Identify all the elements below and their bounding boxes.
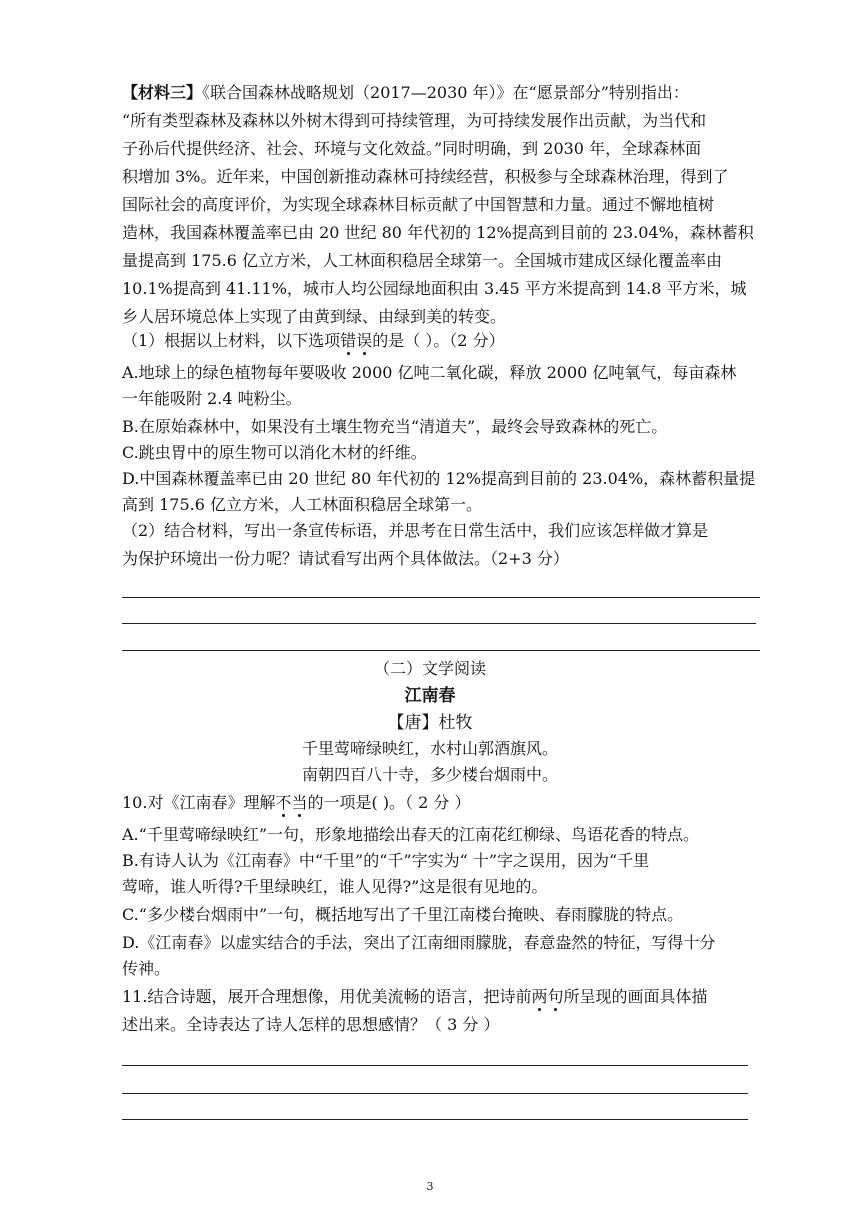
q10-option-a: A.“千里莺啼绿映红”一句，形象地描绘出春天的江南花红柳绿、鸟语花香的特点。 xyxy=(122,825,700,844)
q1-emphasis-char-1: 错 xyxy=(340,331,357,350)
q10-option-c: C.“多少楼台烟雨中”一句，概括地写出了千里江南楼台掩映、春雨朦胧的特点。 xyxy=(122,905,684,924)
q11-answer-line-2[interactable] xyxy=(122,1093,748,1094)
q11-stem-line-1 xyxy=(122,986,708,1008)
poem-verse-2: 南朝四百八十寺，多少楼台烟雨中。 xyxy=(301,765,558,784)
section-heading: （二）文学阅读 xyxy=(373,659,486,678)
material3-line-2: “所有类型森林及森林以外树木得到可持续管理，为可持续发展作出贡献，为当代和 xyxy=(122,111,707,130)
q1-option-c: C.跳虫胃中的原生物可以消化木材的纤维。 xyxy=(122,443,427,462)
page-number: 3 xyxy=(426,1180,434,1193)
material3-line-7: 量提高到 175.6 亿立方米，人工林面积稳居全球第一。全国城市建成区绿化覆盖率由 xyxy=(122,251,722,270)
q1-stem-part-a: （1）根据以上材料，以下选项 xyxy=(122,331,341,350)
q1-option-d-line-2: 高到 175.6 亿立方米，人工林面积稳居全球第一。 xyxy=(122,495,482,514)
q10-stem-part-a: 10.对《江南春》理解 xyxy=(122,793,276,812)
q10-option-b-line-1: B.有诗人认为《江南春》中“千里”的“千”字实为“ 十”字之误用，因为“千里 xyxy=(122,851,650,870)
material3-line-1-text: 《联合国森林战略规划（2017—2030 年）》在“愿景部分”特别指出： xyxy=(202,83,689,102)
q10-emphasis-char-1: 不 xyxy=(275,793,292,812)
material3-line-5: 国际社会的高度评价，为实现全球森林目标贡献了中国智慧和力量。通过不懈地植树 xyxy=(122,195,715,214)
q10-emphasis-char-2: 当 xyxy=(291,793,308,812)
q1-stem-part-b: 的是（ ）。（2 分） xyxy=(372,331,505,350)
q11-stem-part-a: 11.结合诗题，展开合理想像，用优美流畅的语言，把诗前 xyxy=(122,987,532,1006)
q2-answer-line-1[interactable] xyxy=(122,597,760,598)
q1-option-a-line-1: A.地球上的绿色植物每年要吸收 2000 亿吨二氧化碳，释放 2000 亿吨氧气，每亩森林 xyxy=(122,363,737,382)
q2-stem-line-2: 为保护环境出一份力呢？请试看写出两个具体做法。（2+3 分） xyxy=(122,549,569,568)
q10-stem-part-b: 的一项是( )。（ 2 分 ） xyxy=(307,793,471,812)
poem-title: 江南春 xyxy=(404,686,456,706)
q11-stem-part-b: 所呈现的画面具体描 xyxy=(563,987,708,1006)
q10-option-b-line-2: 莺啼，谁人听得?千里绿映红，谁人见得?”这是很有见地的。 xyxy=(122,877,548,896)
q1-stem xyxy=(122,330,505,352)
q10-stem xyxy=(122,792,471,814)
material3-line-6: 造林，我国森林覆盖率已由 20 世纪 80 年代初的 12%提高到目前的 23.04%，森林蓄积 xyxy=(122,223,754,242)
q11-answer-line-3[interactable] xyxy=(122,1119,748,1120)
q2-answer-line-2[interactable] xyxy=(122,623,756,624)
poem-verse-1: 千里莺啼绿映红，水村山郭酒旗风。 xyxy=(301,739,558,758)
material3-label: 【材料三】 xyxy=(122,83,203,102)
material3-line-1 xyxy=(122,82,689,104)
material3-line-9: 乡人居环境总体上实现了由黄到绿、由绿到美的转变。 xyxy=(122,307,507,326)
q11-emphasis-char-1: 两 xyxy=(531,987,548,1006)
q2-stem-line-1: （2）结合材料，写出一条宣传标语，并思考在日常生活中，我们应该怎样做才算是 xyxy=(122,521,709,540)
material3-line-4: 积增加 3%。近年来，中国创新推动森林可持续经营，积极参与全球森林治理，得到了 xyxy=(122,167,729,186)
q1-option-b: B.在原始森林中，如果没有土壤生物充当“清道夫”，最终会导致森林的死亡。 xyxy=(122,417,668,436)
q10-option-d-line-2: 传神。 xyxy=(122,959,171,978)
q2-answer-line-3[interactable] xyxy=(122,650,760,651)
q11-answer-line-1[interactable] xyxy=(122,1065,748,1066)
q11-emphasis-char-2: 句 xyxy=(547,987,564,1006)
poem-author: 【唐】杜牧 xyxy=(387,713,473,733)
material3-line-8: 10.1%提高到 41.11%，城市人均公园绿地面积由 3.45 平方米提高到 14.8 平方米，城 xyxy=(122,279,747,298)
q10-option-d-line-1: D.《江南春》以虚实结合的手法，突出了江南细雨朦胧，春意盎然的特征，写得十分 xyxy=(122,933,716,952)
material3-line-3: 子孙后代提供经济、社会、环境与文化效益。”同时明确，到 2030 年，全球森林面 xyxy=(122,139,702,158)
q11-stem-line-2: 述出来。全诗表达了诗人怎样的思想感情？（ 3 分 ） xyxy=(122,1015,500,1034)
q1-emphasis-char-2: 误 xyxy=(356,331,373,350)
q1-option-a-line-2: 一年能吸附 2.4 吨粉尘。 xyxy=(122,389,302,408)
q1-option-d-line-1: D.中国森林覆盖率已由 20 世纪 80 年代初的 12%提高到目前的 23.04%，森林蓄积量提 xyxy=(122,469,756,488)
